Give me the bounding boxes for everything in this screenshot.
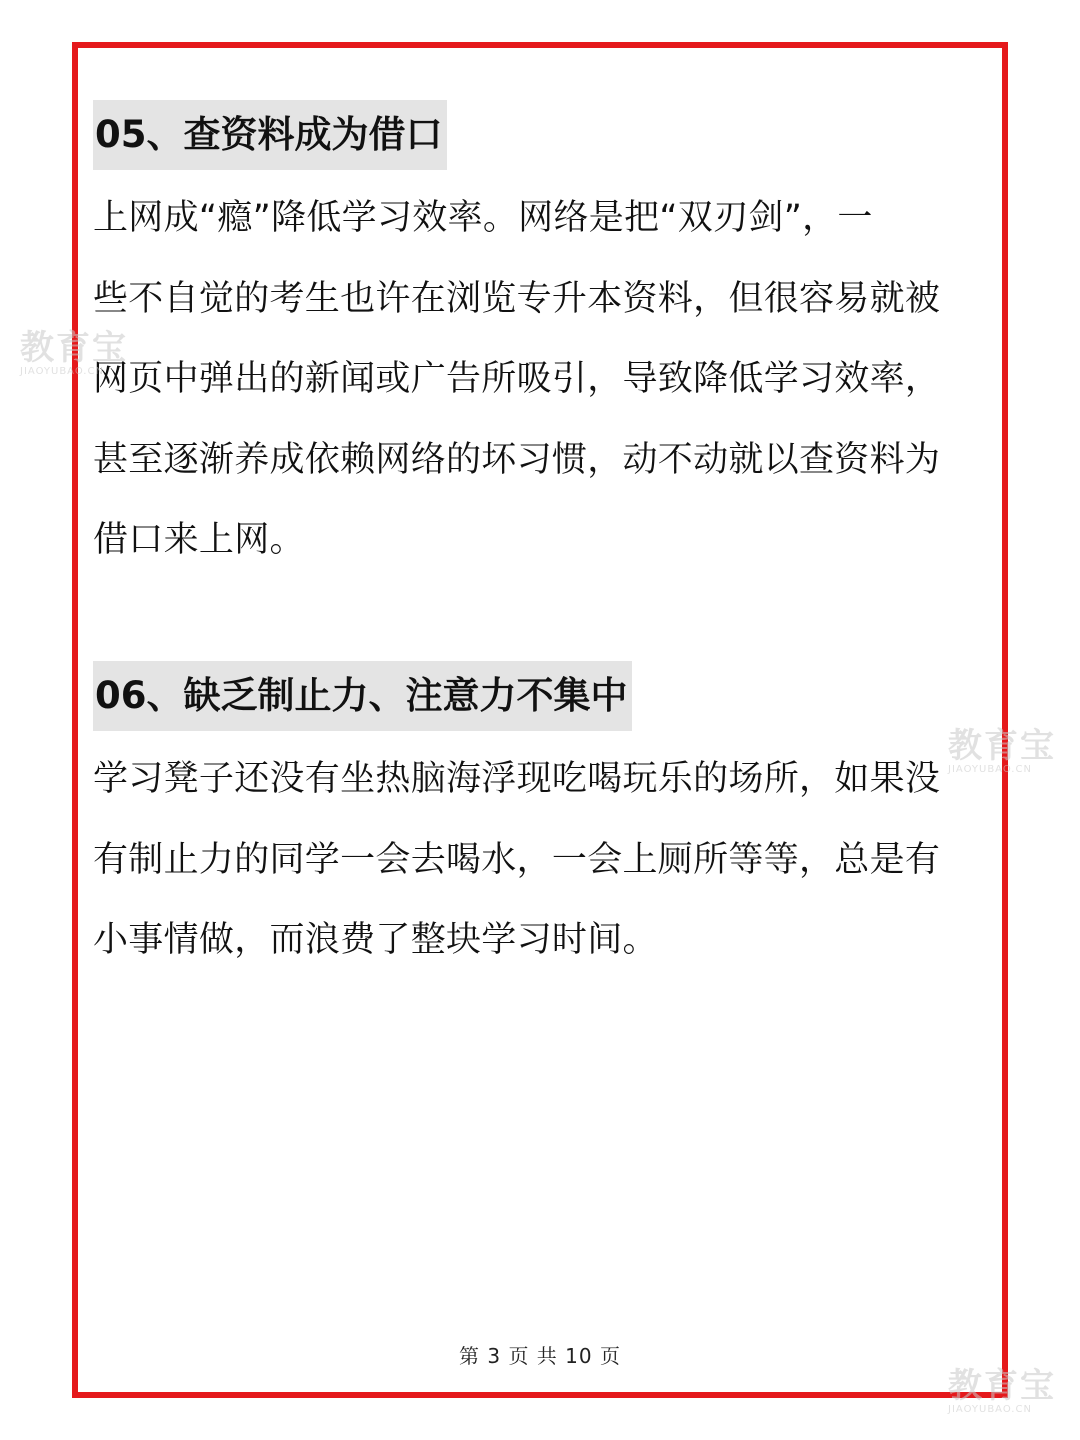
section-06-heading: 06、缺乏制止力、注意力不集中 (93, 661, 632, 731)
watermark-logo-url: JIAOYUBAO.CN (20, 366, 104, 377)
section-05-line: 些不自觉的考生也许在浏览专升本资料，但很容易就被 (93, 278, 941, 319)
watermark-logo-text: 教育宝 (948, 1366, 1056, 1406)
section-06-line: 有制止力的同学一会去喝水，一会上厕所等等，总是有 (93, 839, 941, 880)
section-06-line: 小事情做，而浪费了整块学习时间。 (93, 920, 658, 960)
section-05-paragraph (93, 178, 993, 581)
section-05-line: 网页中弹出的新闻或广告所吸引，导致降低学习效率， (93, 359, 941, 399)
watermark-logo-url: JIAOYUBAO.CN (948, 764, 1032, 775)
page-number-footer: 第 3 页 共 10 页 (459, 1344, 621, 1368)
watermark-logo (948, 728, 1056, 776)
section-06-paragraph (93, 739, 993, 981)
section-05-heading: 05、查资料成为借口 (93, 100, 447, 170)
watermark-logo-text: 教育宝 (948, 726, 1056, 766)
section-05-line: 上网成“瘾”降低学习效率。网络是把“双刃剑”，一 (93, 198, 873, 238)
section-06-line: 学习凳子还没有坐热脑海浮现吃喝玩乐的场所，如果没 (93, 759, 941, 799)
section-05-line: 借口来上网。 (93, 520, 305, 560)
watermark-logo-text: 教育宝 (20, 328, 128, 368)
watermark-logo (948, 1368, 1056, 1416)
watermark-logo (20, 330, 128, 378)
watermark-logo-url: JIAOYUBAO.CN (948, 1404, 1032, 1415)
section-05-line: 甚至逐渐养成依赖网络的坏习惯，动不动就以查资料为 (93, 439, 941, 480)
